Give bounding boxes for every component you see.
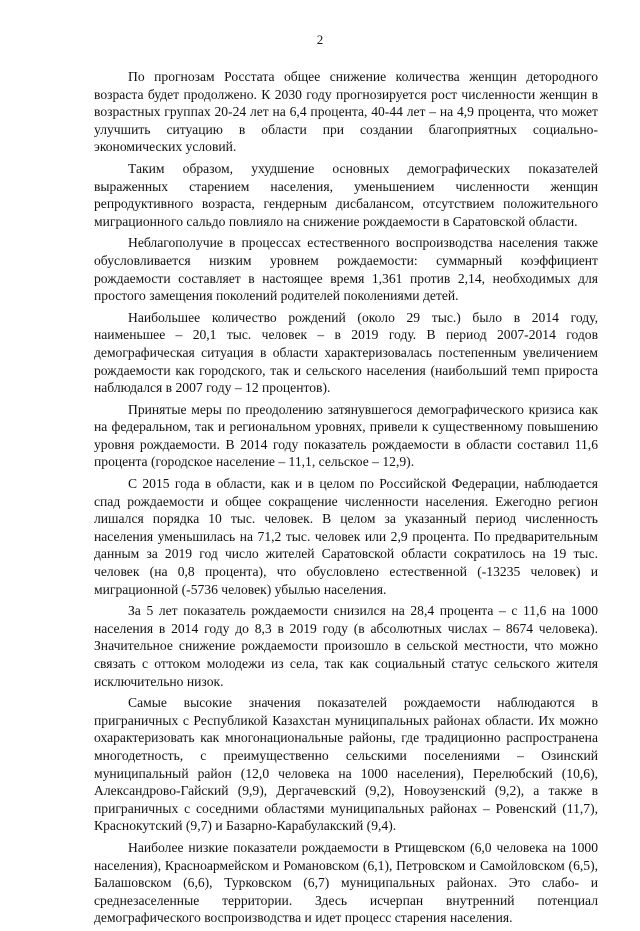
paragraph-3: Неблагополучие в процессах естественного воспроизводства населения также обусловливается низким уровнем рождаемости: суммарный коэффициент рождаемости составляет в настоящее время 1,361 против 2,14, необходимых для простого замещения поколений родителей поколениями детей. [94, 235, 598, 304]
page-number: 2 [316, 32, 324, 47]
paragraph-7: За 5 лет показатель рождаемости снизился на 28,4 процента – с 11,6 на 1000 населения в 2014 году до 8,3 в 2019 году (в абсолютных числах – 8674 человека). Значительное снижение рождаемости произошло в сельской местности, что можно связать с оттоком молодежи из села, так как социальный статус сельского жителя исключительно низок. [94, 603, 598, 689]
paragraph-4: Наибольшее количество рождений (около 29 тыс.) было в 2014 году, наименьшее – 20,1 тыс. человек – в 2019 году. В период 2007-2014 годов демографическая ситуация в области характеризовалась постепенным увеличением рождаемости как городского, так и сельского населения (наибольший темп прироста наблюдался в 2007 году – 12 процентов). [94, 309, 598, 396]
paragraph-9: Наиболее низкие показатели рождаемости в Ртищевском (6,0 человека на 1000 населения), Красноармейском и Романовском (6,1), Петровском и Самойловском (6,5), Балашовском (6,6), Турковском (6,7) муниципальных районах. Это слабо- и среднезаселенные территории. Здесь исчерпан внутренний потенциал демографического воспроизводства и идет процесс старения населения. [94, 839, 598, 926]
paragraph-6: С 2015 года в области, как и в целом по Российской Федерации, наблюдается спад рождаемости и общее сокращение численности населения. Ежегодно регион лишался порядка 10 тыс. человек. В целом за указанный период численность населения уменьшилась на 71,2 тыс. человек или 2,9 процента. По предварительным данным за 2019 год число жителей Саратовской области сократилось на 19 тыс. человек (на 0,8 процента), что обусловлено естественной (-13235 человек) и миграционной (-5736 человек) убылью населения. [94, 476, 598, 597]
paragraph-1: По прогнозам Росстата общее снижение количества женщин детородного возраста будет продолжено. К 2030 году прогнозируется рост численности женщин в возрастных группах 20-24 лет на 6,4 процента, 40-44 лет – на 4,9 процента, что может улучшить ситуацию в области при создании благоприятных социально-экономических условий. [94, 69, 598, 155]
paragraph-5: Принятые меры по преодолению затянувшегося демографического кризиса как на федеральном, так и региональном уровнях, привели к существенному повышению уровня рождаемости. В 2014 году показатель рождаемости в области составил 11,6 процента (городское население – 11,1, сельское – 12,9). [94, 401, 598, 470]
document-body [94, 68, 598, 931]
paragraph-2: Таким образом, ухудшение основных демографических показателей выраженных старением населения, уменьшением численности женщин репродуктивного возраста, гендерным дисбалансом, отсутствием положительного миграционного сальдо повлияло на снижение рождаемости в Саратовской области. [94, 160, 598, 229]
paragraph-8: Самые высокие значения показателей рождаемости наблюдаются в приграничных с Республикой Казахстан муниципальных районах области. Их можно охарактеризовать как многонациональные районы, где традиционно распространена многодетность, с преимущественно сельскими поселениями – Озинский муниципальный район (12,0 человека на 1000 населения), Перелюбский (10,6), Александрово-Гайский (9,9), Дергачевский (9,2), Новоузенский (9,2), а также в приграничных с соседними областями муниципальных районах – Ровенский (11,7), Краснокутский (9,7) и Базарно-Карабулакский (9,4). [94, 695, 598, 834]
